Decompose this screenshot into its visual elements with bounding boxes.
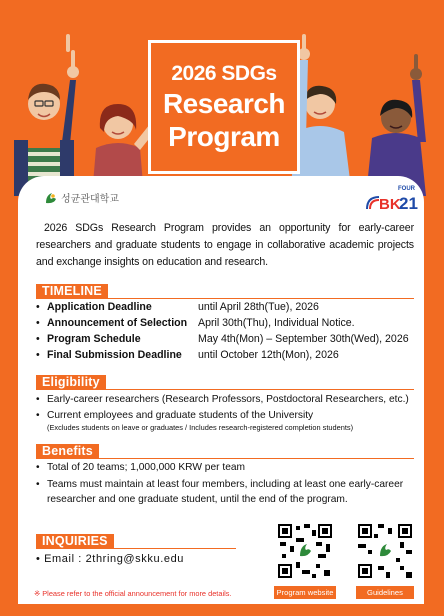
title-line-2: Research — [162, 88, 286, 120]
timeline-row: • Announcement of Selection April 30th(Thu), Individual Notice. — [36, 317, 355, 329]
eligibility-item: • Current employees and graduate students of the University — [36, 410, 314, 421]
benefits-item: • Total of 20 teams; 1,000,000 KRW per team — [36, 462, 246, 473]
qr-code-guidelines[interactable] — [356, 522, 414, 580]
qr-code-program-website[interactable] — [276, 522, 334, 580]
inquiries-email[interactable]: • Email : 2thring@skku.edu — [36, 553, 185, 565]
person-far-right — [366, 54, 426, 196]
timeline-value: April 30th(Thu), Individual Notice. — [198, 317, 355, 329]
timeline-value: until April 28th(Tue), 2026 — [198, 301, 319, 313]
timeline-rule — [36, 298, 414, 299]
timeline-label: Final Submission Deadline — [47, 349, 182, 361]
benefits-rule — [36, 458, 414, 459]
bk-text: BK — [379, 196, 401, 213]
timeline-label: Application Deadline — [47, 301, 152, 313]
eligibility-item: • Early-career researchers (Research Professors, Postdoctoral Researchers, etc.) — [36, 394, 409, 405]
timeline-label: Program Schedule — [47, 333, 141, 345]
intro-text: 2026 SDGs Research Program provides an opportunity for early-career researchers and graduate students to engage in collaborative academic projects and exchange insights on education and research. — [36, 222, 414, 268]
university-emblem-icon — [44, 191, 58, 205]
timeline-row: • Application Deadline until April 28th(Tue), 2026 — [36, 301, 319, 313]
person-left — [14, 50, 79, 196]
intro-paragraph — [36, 220, 414, 271]
university-logo — [44, 190, 119, 205]
timeline-heading: TIMELINE — [36, 284, 108, 299]
title-line-3: Program — [168, 120, 280, 152]
footnote: ※ Please refer to the official announcement for more details. — [34, 589, 232, 598]
bk-four-text: FOUR — [398, 186, 415, 192]
inquiries-heading: INQUIRIES — [36, 534, 114, 549]
university-name: 성균관대학교 — [61, 194, 119, 205]
title-line-1: 2026 SDGs — [171, 62, 277, 86]
timeline-row: • Final Submission Deadline until October 12th(Mon), 2026 — [36, 349, 339, 361]
pointing-hands — [66, 34, 70, 52]
inquiries-rule — [36, 548, 236, 549]
timeline-value: May 4th(Mon) – September 30th(Wed), 2026 — [198, 333, 409, 345]
benefits-item: • Teams must maintain at least four members, including at least one early-career researcher and one graduate student, until the end of the program. — [36, 479, 404, 505]
benefits-heading: Benefits — [36, 444, 99, 459]
bk-number: 21 — [399, 194, 418, 213]
eligibility-heading: Eligibility — [36, 375, 106, 390]
bk21-four-logo — [365, 186, 421, 216]
eligibility-rule — [36, 389, 414, 390]
timeline-row: • Program Schedule May 4th(Mon) – September 30th(Wed), 2026 — [36, 333, 409, 345]
title-box — [148, 40, 300, 174]
timeline-label: Announcement of Selection — [47, 317, 188, 329]
eligibility-note: (Excludes students on leave or graduates / Includes research-registered completion students) — [47, 423, 354, 432]
timeline-value: until October 12th(Mon), 2026 — [198, 349, 339, 361]
qr-label-program-website: Program website — [274, 586, 336, 599]
qr-label-guidelines: Guidelines — [356, 586, 414, 599]
